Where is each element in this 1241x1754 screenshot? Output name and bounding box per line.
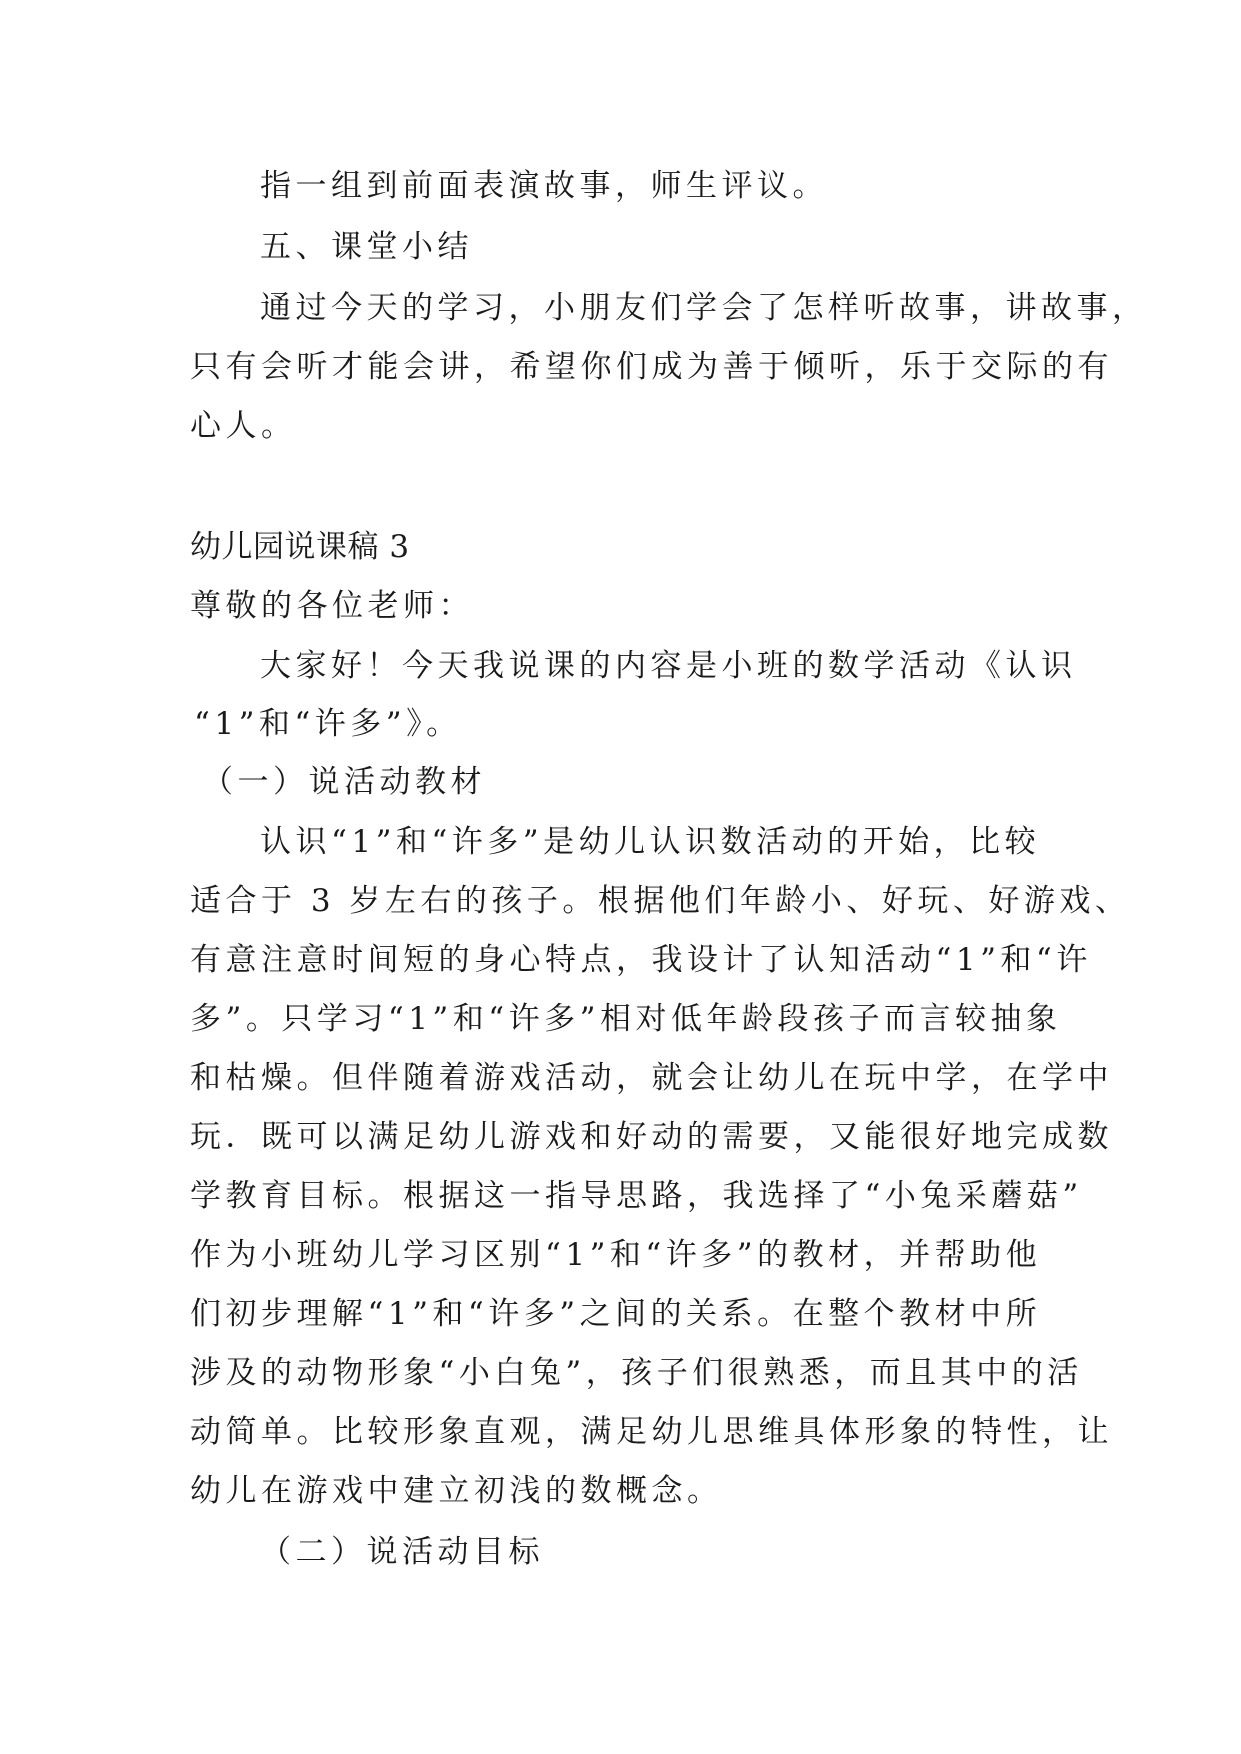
paragraph-line: 玩．既可以满足幼儿游戏和好动的需要，又能很好地完成数 xyxy=(190,1119,1113,1155)
paragraph-line: 学教育目标。根据这一指导思路，我选择了“小兔采蘑菇” xyxy=(190,1178,1083,1214)
section-heading-goals: （二）说活动目标 xyxy=(260,1534,544,1570)
text-line-performance: 指一组到前面表演故事，师生评议。 xyxy=(260,168,828,204)
paragraph-line: 们初步理解“1”和“许多”之间的关系。在整个教材中所 xyxy=(190,1296,1042,1332)
paragraph-line: 适合于 3 岁左右的孩子。根据他们年龄小、好玩、好游戏、 xyxy=(190,883,1131,919)
section-heading-summary: 五、课堂小结 xyxy=(260,229,473,265)
document-title: 幼儿园说课稿 3 xyxy=(190,529,410,565)
paragraph-line: 涉及的动物形象“小白兔”，孩子们很熟悉，而且其中的活 xyxy=(190,1355,1083,1391)
section-heading-materials: （一）说活动教材 xyxy=(202,764,486,800)
paragraph-line: 心人。 xyxy=(190,408,297,444)
paragraph-line: 作为小班幼儿学习区别“1”和“许多”的教材，并帮助他 xyxy=(190,1237,1042,1273)
paragraph-line: 幼儿在游戏中建立初浅的数概念。 xyxy=(190,1473,723,1509)
paragraph-line: 只有会听才能会讲，希望你们成为善于倾听，乐于交际的有 xyxy=(190,349,1113,385)
salutation: 尊敬的各位老师： xyxy=(190,588,474,624)
paragraph-line: 有意注意时间短的身心特点，我设计了认知活动“1”和“许 xyxy=(190,942,1092,978)
paragraph-line: 通过今天的学习，小朋友们学会了怎样听故事，讲故事， xyxy=(260,290,1148,326)
paragraph-line: 多”。只学习“1”和“许多”相对低年龄段孩子而言较抽象 xyxy=(190,1001,1062,1037)
paragraph-line: 大家好！今天我说课的内容是小班的数学活动《认识 xyxy=(260,648,1077,684)
paragraph-line: 和枯燥。但伴随着游戏活动，就会让幼儿在玩中学，在学中 xyxy=(190,1060,1113,1096)
paragraph-line: “1”和“许多”》。 xyxy=(194,706,462,742)
paragraph-line: 动简单。比较形象直观，满足幼儿思维具体形象的特性，让 xyxy=(190,1414,1113,1450)
paragraph-line: 认识“1”和“许多”是幼儿认识数活动的开始，比较 xyxy=(260,824,1041,860)
